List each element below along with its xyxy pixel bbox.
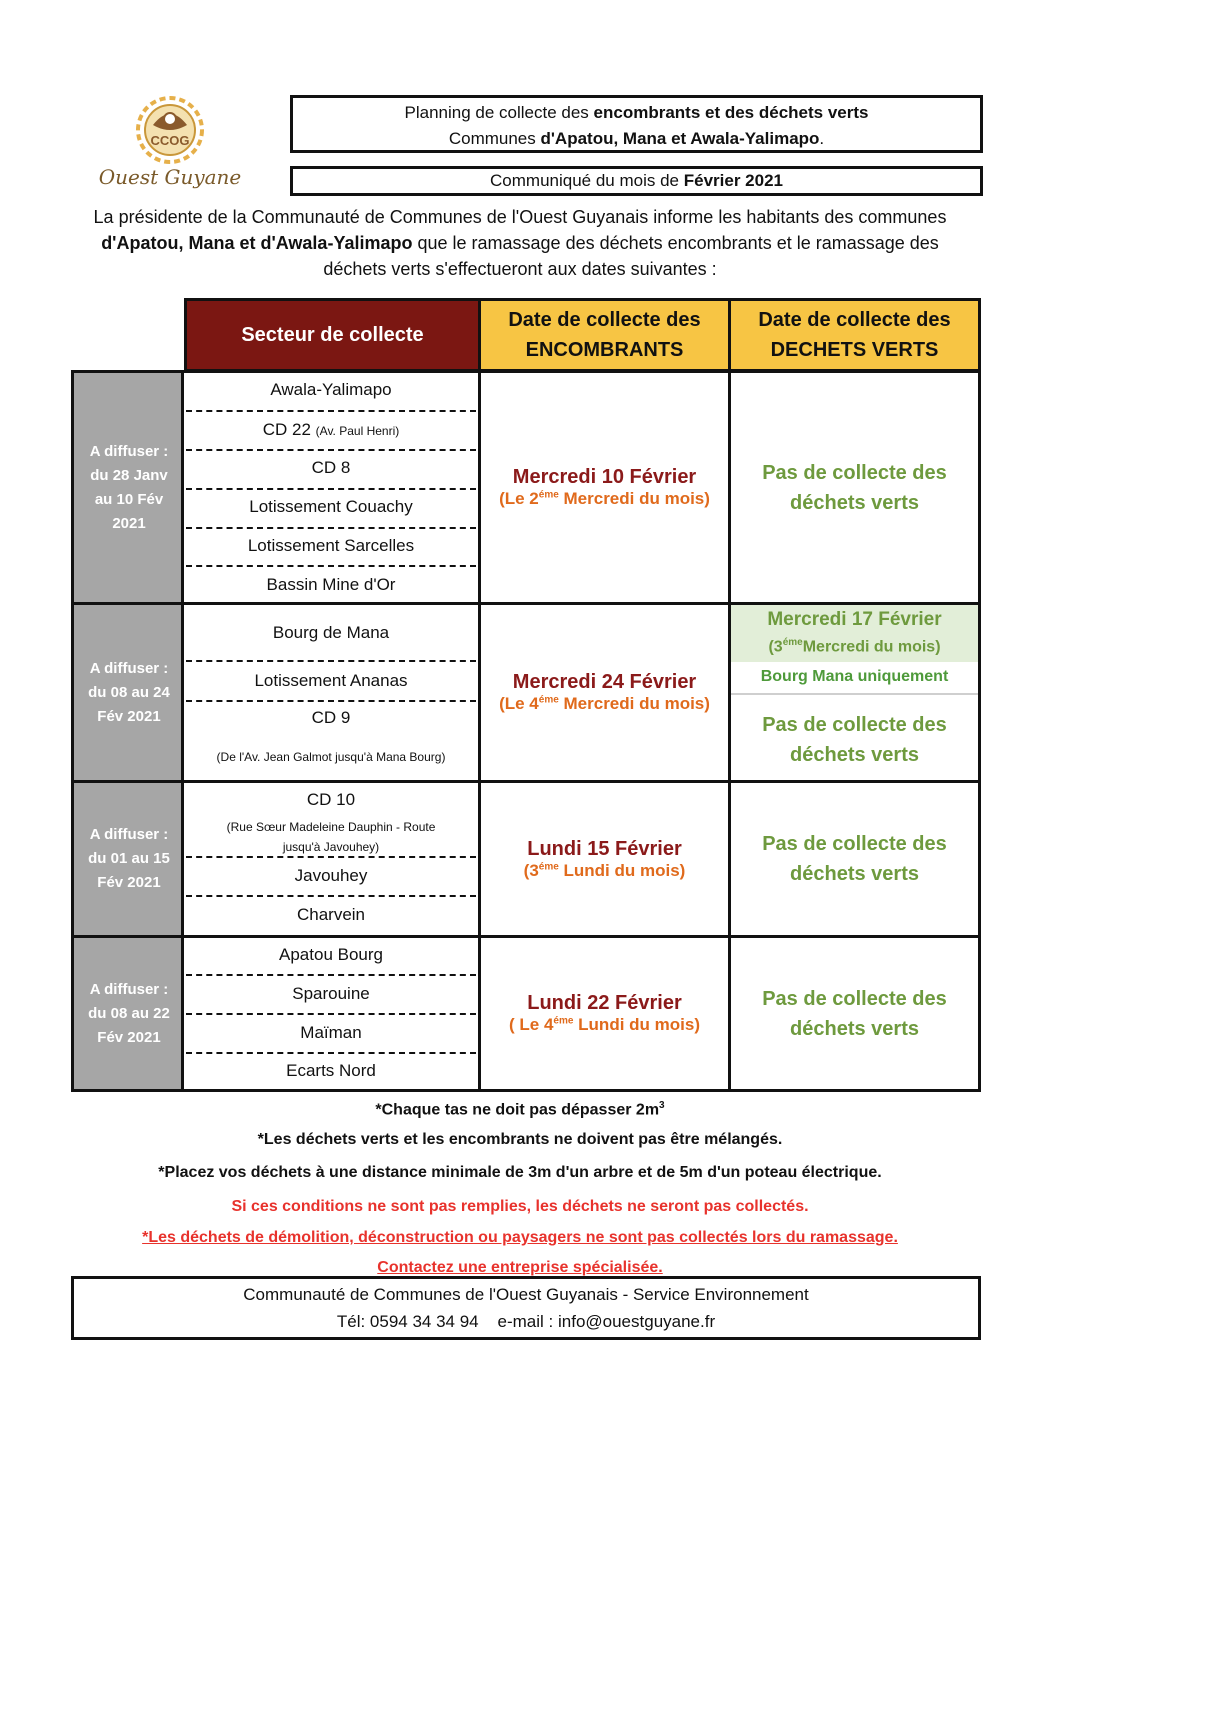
note-no-mix: *Les déchets verts et les encombrants ne doivent pas être mélangés. xyxy=(257,1131,783,1148)
intro-part1: La présidente de la Communauté de Communes de l'Ouest Guyanais informe les habitants des communes xyxy=(93,207,947,227)
footer-box xyxy=(71,1276,981,1340)
enc-g2 xyxy=(481,605,728,780)
sector-apatou: Apatou Bourg xyxy=(279,945,383,964)
sector-cd8: CD 8 xyxy=(311,458,351,477)
sector-ecarts-nord: Ecarts Nord xyxy=(286,1061,376,1080)
dv-g4: Pas de collecte des déchets verts xyxy=(762,987,947,1040)
enc-g1 xyxy=(481,373,728,602)
logo-acronym: CCOG xyxy=(150,133,190,148)
note-conditions: Si ces conditions ne sont pas remplies, les déchets ne seront pas collectés. xyxy=(231,1198,809,1215)
footer-contact: Tél: 0594 34 34 94 e-mail : info@ouestguyane.fr xyxy=(336,1312,716,1331)
note-contact: Contactez une entreprise spécialisée. xyxy=(377,1259,663,1276)
period-g1: A diffuser : du 28 Janv au 10 Fév 2021 xyxy=(74,373,184,602)
enc-g4-date: Lundi 22 Février xyxy=(527,992,682,1014)
enc-g1-sub: (Le $2^{éme}$ Mercredi du mois) xyxy=(499,489,710,508)
period-g4: A diffuser : du 08 au 22 Fév 2021 xyxy=(74,938,184,1089)
enc-g4-sub: ( Le $4^{éme}$ Lundi du mois) xyxy=(509,1015,700,1034)
sector-cd22: CD 22 (Av. Paul Henri) xyxy=(262,420,400,439)
dv-g2: Pas de collecte des déchets verts xyxy=(762,714,947,766)
intro-part3: que le ramassage des déchets encombrants et le ramassage des xyxy=(412,233,939,253)
sector-sarcelles: Lotissement Sarcelles xyxy=(247,536,415,555)
sector-cd9: CD 9 xyxy=(311,708,351,727)
sector-ananas: Lotissement Ananas xyxy=(254,671,408,690)
enc-g3 xyxy=(481,783,728,935)
dv-g2-special: Mercredi 17 Février ($3^{éme}Mercredi$ du mois) xyxy=(731,605,978,662)
header-dechets-verts: Date de collecte des DECHETS VERTS xyxy=(728,298,981,372)
dv-g3: Pas de collecte des déchets verts xyxy=(762,833,947,885)
title-line2-suffix: . xyxy=(819,129,825,148)
title-line2-bold: d'Apatou, Mana et Awala-Yalimapo xyxy=(540,129,820,148)
note-demolition: *Les déchets de démolition, déconstruction ou paysagers ne sont pas collectés lors du ramassage. xyxy=(142,1229,898,1246)
header-sector: Secteur de collecte xyxy=(184,298,481,372)
note-distance: *Placez vos déchets à une distance minimale de 3m d'un arbre et de 5m d'un poteau électrique. xyxy=(158,1164,882,1181)
enc-g2-date: Mercredi 24 Février xyxy=(512,671,697,693)
period-g3: A diffuser : du 01 au 15 Fév 2021 xyxy=(74,783,184,935)
enc-g4 xyxy=(481,938,728,1089)
title-line1: Planning de collecte des xyxy=(404,103,594,122)
title-box xyxy=(290,95,983,153)
title-line2: Communes xyxy=(448,129,541,148)
sector-awala: Awala-Yalimapo xyxy=(270,380,392,399)
sector-mine-dor: Bassin Mine d'Or xyxy=(266,575,396,594)
enc-g3-date: Lundi 15 Février xyxy=(527,837,682,860)
sector-sparouine: Sparouine xyxy=(292,984,370,1003)
sector-javouhey: Javouhey xyxy=(294,866,368,885)
dv-g2-note: Bourg Mana uniquement xyxy=(760,668,949,685)
intro-communes: d'Apatou, Mana et d'Awala-Yalimapo xyxy=(101,233,413,253)
footer-line1: Communauté de Communes de l'Ouest Guyanais - Service Environnement xyxy=(243,1285,809,1304)
sector-maiman: Maïman xyxy=(300,1023,362,1042)
sector-cd9-note: (De l'Av. Jean Galmot jusqu'à Mana Bourg) xyxy=(216,750,446,764)
enc-g1-date: Mercredi 10 Février xyxy=(512,466,697,488)
note-heap-size: *Chaque tas ne doit pas dépasser $2m^3$ xyxy=(375,1100,665,1119)
sector-cd10: CD 10 xyxy=(306,790,356,809)
communique-month: Février 2021 xyxy=(683,171,783,190)
title-line1-bold: encombrants et des déchets verts xyxy=(593,103,869,122)
enc-g2-sub: (Le $4^{éme}$ Mercredi du mois) xyxy=(499,694,710,713)
sector-charvein: Charvein xyxy=(296,905,366,924)
dv-g1: Pas de collecte des déchets verts xyxy=(762,461,947,514)
intro-part4: déchets verts s'effectueront aux dates suivantes : xyxy=(323,259,717,279)
enc-g3-sub: ($3^{éme}$ Lundi du mois) xyxy=(523,860,686,880)
intro-paragraph xyxy=(70,204,970,282)
communique-prefix: Communiqué du mois de xyxy=(490,171,684,190)
sector-cd10-note: (Rue Sœur Madeleine Dauphin - Route jusqu'à Javouhey) xyxy=(226,820,436,854)
period-g2: A diffuser : du 08 au 24 Fév 2021 xyxy=(74,605,184,780)
sector-couachy: Lotissement Couachy xyxy=(249,497,413,516)
logo-sun-icon xyxy=(138,98,202,162)
communique-box xyxy=(290,166,983,196)
sector-bourg-mana: Bourg de Mana xyxy=(272,623,390,642)
logo-script: Ouest Guyane xyxy=(98,165,242,189)
header-encombrants: Date de collecte des ENCOMBRANTS xyxy=(478,298,731,372)
